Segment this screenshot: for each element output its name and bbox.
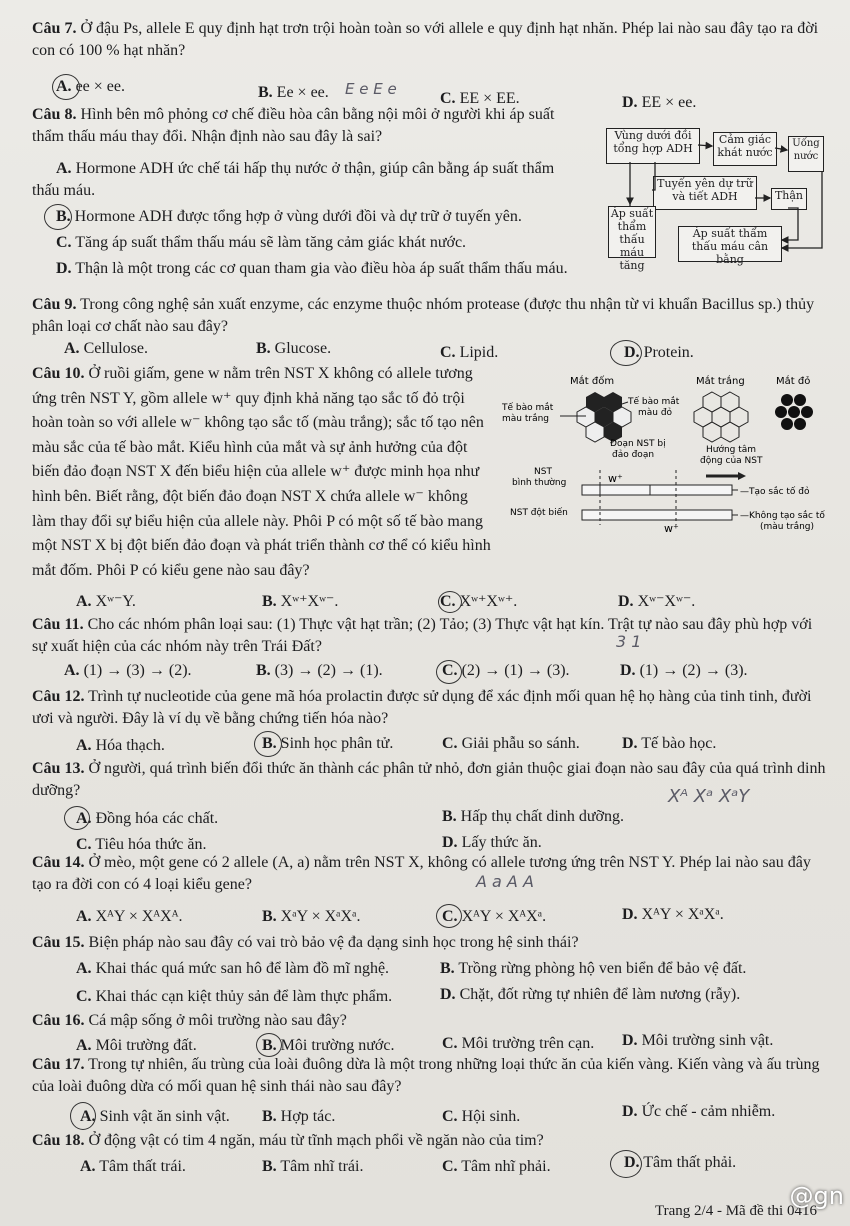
question-11: [32, 614, 827, 658]
option-letter: B.: [262, 1037, 277, 1054]
question-number: Câu 12.: [32, 688, 85, 705]
question-7-text: Câu 7. Ở đậu Ps, allele E quy định hạt trơn trội hoàn toàn so với allele e quy định hạt nhăn. Phép lai nào sau đây tạo ra đời con có 100 % hạt nhăn?: [32, 20, 819, 59]
q10-option-a[interactable]: A. Xʷ⁻Y.: [76, 593, 136, 610]
question-18: [32, 1130, 827, 1152]
option-letter: A.: [56, 160, 72, 177]
drink-box: Uống nước: [788, 136, 824, 172]
q8-option-d[interactable]: D. Thận là một trong các cơ quan tham gia vào điều hòa áp suất thẩm thấu máu.: [56, 260, 568, 277]
question-16: [32, 1010, 827, 1032]
q12-option-a[interactable]: A. Hóa thạch.: [76, 737, 165, 754]
option-letter: A.: [76, 593, 92, 610]
option-letter: B.: [256, 340, 271, 357]
option-letter: A.: [76, 737, 92, 754]
option-letter: B.: [442, 808, 457, 825]
q14-option-d[interactable]: D. XᴬY × XᵃXᵃ.: [622, 906, 724, 923]
hex-cluster-spotted: [577, 392, 631, 442]
option-letter: A.: [80, 1108, 96, 1125]
q10-option-c[interactable]: C. Xʷ⁺Xʷ⁺.: [440, 593, 518, 610]
option-letter: B.: [262, 1108, 277, 1125]
label-normal: NST bình thường: [512, 467, 567, 488]
osmotic-high-box: Áp suất thẩm thấu máu tăng: [608, 206, 656, 258]
q9-option-a[interactable]: A. Cellulose.: [64, 340, 148, 357]
option-letter: C.: [440, 593, 456, 610]
question-number: Câu 9.: [32, 296, 77, 313]
option-letter: C.: [442, 1108, 458, 1125]
handwritten-note: 3 1: [616, 632, 642, 651]
q16-option-c[interactable]: C. Môi trường trên cạn.: [442, 1035, 595, 1052]
answer-circle: [610, 1150, 642, 1178]
label-white: Mắt trắng: [696, 376, 745, 387]
question-number: Câu 17.: [32, 1056, 85, 1073]
option-letter: A.: [56, 78, 72, 95]
q11-option-d[interactable]: D. (1) → (2) → (3).: [620, 662, 748, 679]
question-16-text: Câu 16. Cá mập sống ở môi trường nào sau đây?: [32, 1012, 347, 1029]
q9-option-c[interactable]: C. Lipid.: [440, 344, 499, 361]
diagram-arrows: [600, 120, 840, 270]
option-letter: D.: [618, 593, 634, 610]
question-18-text: Câu 18. Ở động vật có tim 4 ngăn, máu từ tĩnh mạch phổi về ngăn nào của tim?: [32, 1132, 544, 1149]
question-12-text: Câu 12. Trình tự nucleotide của gene mã hóa prolactin được sử dụng để xác định mối quan hệ họ hàng của tinh tinh, đười ươi và người. Đây là ví dụ về bằng chứng tiến hóa nào?: [32, 688, 812, 727]
q17-option-c[interactable]: C. Hội sinh.: [442, 1108, 521, 1125]
q16-option-a[interactable]: A. Môi trường đất.: [76, 1037, 197, 1054]
option-letter: C.: [442, 735, 458, 752]
label-white-cell: Tế bào mắt màu trắng: [502, 403, 554, 424]
question-10: [32, 362, 494, 583]
answer-circle: [436, 904, 462, 928]
allele-label-top: w⁺: [608, 472, 623, 485]
q12-option-b[interactable]: B. Sinh học phân tử.: [262, 735, 394, 752]
question-number: Câu 11.: [32, 616, 84, 633]
q14-option-c[interactable]: C. XᴬY × XᴬXᵃ.: [442, 908, 547, 925]
q11-option-b[interactable]: B. (3) → (2) → (1).: [256, 662, 383, 679]
option-letter: C.: [442, 1158, 458, 1175]
q17-option-b[interactable]: B. Hợp tác.: [262, 1108, 336, 1125]
q13-option-a[interactable]: A. Đồng hóa các chất.: [76, 810, 219, 827]
q15-option-c[interactable]: C. Khai thác cạn kiệt thủy sản để làm thực phẩm.: [76, 988, 393, 1005]
option-letter: B.: [258, 84, 273, 101]
answer-circle: [610, 340, 642, 366]
q11-option-a[interactable]: A. (1) → (3) → (2).: [64, 662, 192, 679]
question-number: Câu 18.: [32, 1132, 85, 1149]
answer-circle: [44, 204, 72, 230]
label-no-pigment: —Không tạo sắc tố (màu trắng): [740, 511, 825, 532]
question-9: [32, 294, 827, 338]
option-letter: D.: [624, 1154, 640, 1171]
q15-option-b[interactable]: B. Trồng rừng phòng hộ ven biển để bảo vệ đất.: [440, 960, 747, 977]
question-number: Câu 7.: [32, 20, 77, 37]
option-letter: B.: [256, 662, 271, 679]
q15-option-a[interactable]: A. Khai thác quá mức san hô để làm đồ mĩ nghệ.: [76, 960, 390, 977]
question-14-text: Câu 14. Ở mèo, một gene có 2 allele (A, a) nằm trên NST X, không có allele tương ứng trên NST Y. Phép lai nào sau đây tạo ra đời con có 4 loại kiểu gene?: [32, 854, 811, 893]
option-letter: A.: [80, 1158, 96, 1175]
q15-option-d[interactable]: D. Chặt, đốt rừng tự nhiên để làm nương (rẫy).: [440, 986, 741, 1003]
question-12: [32, 686, 827, 730]
answer-circle: [438, 591, 462, 613]
option-letter: D.: [624, 344, 640, 361]
question-8-text: Câu 8. Hình bên mô phỏng cơ chế điều hòa cân bằng nội môi ở người khi áp suất thẩm thấu máu thay đổi. Nhận định nào sau đây là sai?: [32, 106, 555, 145]
answer-circle: [254, 731, 282, 757]
label-mutant: NST đột biến: [510, 508, 568, 518]
answer-circle: [64, 806, 90, 830]
label-inverted: Đoạn NST bị đảo đoạn: [610, 439, 666, 460]
question-15: [32, 932, 827, 954]
option-letter: A.: [64, 340, 80, 357]
option-letter: A.: [76, 810, 92, 827]
question-8: [32, 104, 562, 148]
handwritten-note: E e E e: [345, 80, 397, 98]
hypothalamus-box: Vùng dưới đồi tổng hợp ADH: [606, 128, 700, 164]
thirst-box: Cảm giác khát nước: [713, 132, 777, 166]
question-14: [32, 852, 827, 896]
option-letter: D.: [622, 906, 638, 923]
q12-option-d[interactable]: D. Tế bào học.: [622, 735, 717, 752]
option-letter: D.: [622, 1032, 638, 1049]
osmotic-balance-box: Áp suất thẩm thấu máu cân bằng: [678, 226, 782, 262]
q18-option-a[interactable]: A. Tâm thất trái.: [80, 1158, 186, 1175]
kidney-box: Thận: [771, 188, 807, 210]
label-spotted: Mắt đốm: [570, 376, 615, 387]
question-15-text: Câu 15. Biện pháp nào sau đây có vai trò bảo vệ đa dạng sinh học trong hệ sinh thái?: [32, 934, 579, 951]
page-footer: Trang 2/4 - Mã đề thi 0416: [655, 1203, 817, 1219]
hex-cluster-white: [694, 392, 748, 442]
option-letter: C.: [76, 836, 92, 853]
question-7: [32, 18, 822, 62]
question-11-text: Câu 11. Cho các nhóm phân loại sau: (1) Thực vật hạt trần; (2) Tảo; (3) Thực vật hạt kín. Trật tự nào sau đây phù hợp với sự xuất hiện của các nhóm này trên Trái Đất?: [32, 616, 813, 655]
q13-option-b[interactable]: B. Hấp thụ chất dinh dưỡng.: [442, 808, 624, 825]
option-letter: B.: [56, 208, 71, 225]
option-letter: C.: [442, 662, 458, 679]
q7-option-d[interactable]: D. EE × ee.: [622, 94, 697, 111]
question-number: Câu 15.: [32, 934, 85, 951]
q17-option-d[interactable]: D. Ức chế - cảm nhiễm.: [622, 1103, 776, 1120]
option-letter: D.: [620, 662, 636, 679]
answer-circle: [436, 660, 462, 684]
question-number: Câu 16.: [32, 1012, 85, 1029]
option-letter: C.: [440, 90, 456, 107]
option-letter: D.: [622, 94, 638, 111]
option-letter: A.: [76, 960, 92, 977]
answer-circle: [52, 74, 80, 100]
option-letter: D.: [440, 986, 456, 1003]
question-17: [32, 1054, 827, 1098]
question-17-text: Câu 17. Trong tự nhiên, ấu trùng của loài đuông dừa là một trong những loại thức ăn của kiến vàng. Kiến vàng và ấu trùng của loài đuông dừa có mối quan hệ sinh thái nào sau đây?: [32, 1056, 820, 1095]
label-red: Mắt đỏ: [776, 376, 811, 387]
q7-option-b[interactable]: B. Ee × ee.: [258, 84, 329, 101]
option-letter: D.: [622, 1103, 638, 1120]
q10-option-b[interactable]: B. Xʷ⁺Xʷ⁻.: [262, 593, 339, 610]
q13-option-d[interactable]: D. Lấy thức ăn.: [442, 834, 542, 851]
question-number: Câu 14.: [32, 854, 85, 871]
option-letter: C.: [76, 988, 92, 1005]
hex-cluster-red: [775, 394, 813, 430]
q9-option-b[interactable]: B. Glucose.: [256, 340, 332, 357]
q12-option-c[interactable]: C. Giải phẫu so sánh.: [442, 735, 580, 752]
pituitary-box: Tuyến yên dự trữ và tiết ADH: [653, 176, 757, 210]
question-number: Câu 8.: [32, 106, 77, 123]
allele-label-bottom: w⁺: [664, 522, 679, 535]
q14-option-a[interactable]: A. XᴬY × XᴬXᴬ.: [76, 908, 183, 925]
watermark: @gn: [789, 1182, 844, 1210]
option-letter: A.: [76, 908, 92, 925]
q10-option-d[interactable]: D. Xʷ⁻Xʷ⁻.: [618, 593, 696, 610]
q16-option-b[interactable]: B. Môi trường nước.: [262, 1037, 395, 1054]
question-13-text: Câu 13. Ở người, quá trình biến đổi thức ăn thành các phân tử nhỏ, đơn giản thuộc giai đoạn nào sau đây của quá trình dinh dưỡng?: [32, 760, 826, 799]
option-letter: C.: [440, 344, 456, 361]
q18-option-b[interactable]: B. Tâm nhĩ trái.: [262, 1158, 364, 1175]
handwritten-note: A a A A: [476, 872, 534, 891]
option-letter: C.: [442, 908, 458, 925]
option-letter: B.: [262, 1158, 277, 1175]
q18-option-d[interactable]: D. Tâm thất phải.: [624, 1154, 737, 1171]
option-letter: D.: [622, 735, 638, 752]
q7-option-c[interactable]: C. EE × EE.: [440, 90, 520, 107]
q13-option-c[interactable]: C. Tiêu hóa thức ăn.: [76, 836, 207, 853]
q17-option-a[interactable]: A. Sinh vật ăn sinh vật.: [80, 1108, 230, 1125]
q8-option-b[interactable]: B. Hormone ADH được tổng hợp ở vùng dưới đồi và dự trữ ở tuyến yên.: [56, 208, 522, 225]
q14-option-b[interactable]: B. XᵃY × XᵃXᵃ.: [262, 908, 361, 925]
q11-option-c[interactable]: C. (2) → (1) → (3).: [442, 662, 570, 679]
q7-option-a[interactable]: A. ee × ee.: [56, 78, 125, 95]
option-letter: D.: [56, 260, 72, 277]
q18-option-c[interactable]: C. Tâm nhĩ phải.: [442, 1158, 551, 1175]
option-letter: B.: [262, 593, 277, 610]
question-number: Câu 10.: [32, 365, 85, 382]
q8-option-c[interactable]: C. Tăng áp suất thẩm thấu máu sẽ làm tăng cảm giác khát nước.: [56, 234, 467, 251]
drosophila-eye-figure: [500, 370, 835, 540]
label-red-cell: Tế bào mắt màu đỏ: [628, 397, 680, 418]
option-letter: B.: [262, 735, 277, 752]
question-number: Câu 13.: [32, 760, 85, 777]
question-9-text: Câu 9. Trong công nghệ sản xuất enzyme, các enzyme thuộc nhóm protease (được thu nhận từ vi khuẩn Bacillus sp.) thủy phân loại cơ chất nào sau đây?: [32, 296, 815, 335]
option-letter: B.: [262, 908, 277, 925]
label-direction: Hướng tâm động của NST: [700, 445, 763, 466]
option-letter: B.: [440, 960, 455, 977]
q8-option-a[interactable]: A. Hormone ADH ức chế tái hấp thụ nước ở thận, giúp cân bằng áp suất thẩm thấu máu.: [32, 160, 555, 199]
q9-option-d[interactable]: D. Protein.: [624, 344, 694, 361]
question-10-text: Câu 10. Ở ruồi giấm, gene w nằm trên NST X không có allele tương ứng trên NST Y, gồm allele w⁺ quy định khả năng tạo sắc tố đỏ trội hoàn toàn so với allele w⁻ không tạo sắc tố (màu trắng); sắc tố tạo nên màu sắc của tế bào mắt. Kiểu hình của mắt và sự ảnh hưởng của đột biến đảo đoạn NST X đến biểu hiện của allele w⁺ được minh họa như hình bên. Biết rằng, đột biến đảo đoạn NST X chứa allele w⁻ không làm thay đổi sự biểu hiện của allele này. Phôi P có một số tế bào mang một NST X bị đột biến đảo đoạn và phát triển thành cơ thể có kiểu hình mắt đốm. Phôi P có kiểu gene nào sau đây?: [32, 365, 491, 579]
label-pigment: —Tạo sắc tố đỏ: [740, 487, 810, 497]
handwritten-note: Xᴬ Xᵃ XᵃY: [668, 786, 750, 807]
option-letter: D.: [442, 834, 458, 851]
q16-option-d[interactable]: D. Môi trường sinh vật.: [622, 1032, 774, 1049]
option-letter: A.: [64, 662, 80, 679]
answer-circle: [70, 1102, 96, 1130]
option-letter: C.: [56, 234, 72, 251]
option-letter: C.: [442, 1035, 458, 1052]
option-letter: A.: [76, 1037, 92, 1054]
